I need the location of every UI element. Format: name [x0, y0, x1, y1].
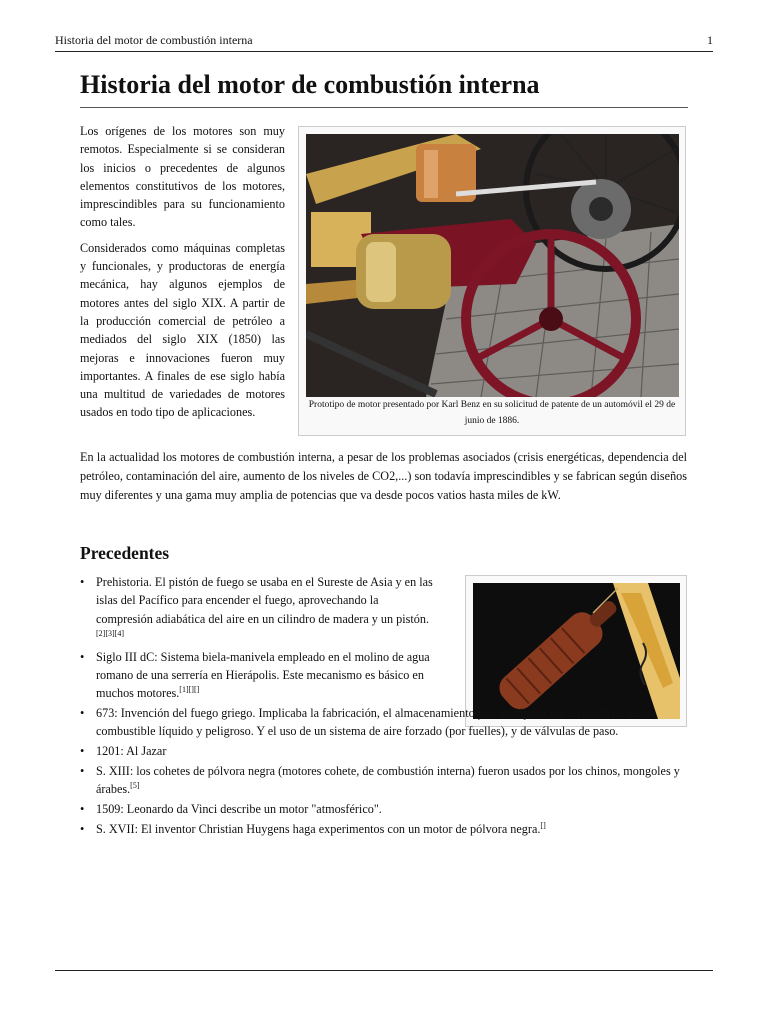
intro-paragraph-3: En la actualidad los motores de combustión interna, a pesar de los problemas asociados (crisis energéticas, dependencia del petróleo, contaminación del aire, aumento de los niveles de CO2,...) son todavía imprescindibles y se fabrican según diseños muy diferentes y una gama muy amplia de potencias que va desde pocos vatios hasta miles de kW. [80, 450, 687, 503]
list-item: • 1509: Leonardo da Vinci describe un motor "atmosférico". [80, 800, 690, 818]
intro-paragraph-1: Los orígenes de los motores son muy remotos. Especialmente si se consideran los inicios o precedentes de algunos elementos constitutivos de los motores, imprescindibles para su funcionamiento como tales. [80, 124, 285, 230]
list-item: • 1201: Al Jazar [80, 742, 690, 760]
figure1-caption: Prototipo de motor presentado por Karl Benz en su solicitud de patente de un automóvil el 29 de junio de 1886. [308, 400, 676, 426]
benz-engine-figure [298, 126, 686, 436]
list-item: • 673: Invención del fuego griego. Implicaba la fabricación, el almacenamiento y la manipulación en combate de un combustible líquido y peligroso. Y el uso de un sistema de aire forzado (por fuelles), y de válvulas de paso. [80, 704, 690, 741]
running-title: Historia del motor de combustión interna [55, 33, 253, 47]
intro-column [80, 122, 285, 429]
running-header [55, 33, 713, 52]
list-item: • S. XIII: los cohetes de pólvora negra (motores cohete, de combustión interna) fueron usados por los chinos, mongoles y árabes.[5] [80, 762, 690, 799]
list-item: • Siglo III dC: Sistema biela-manivela empleado en el molino de agua romano de una serrería en Hierápolis. Este mecanismo es básico en muchos motores.[1][][] [80, 648, 436, 703]
list-item: • S. XVII: El inventor Christian Huygens haga experimentos con un motor de pólvora negra.[] [80, 820, 690, 838]
benz-engine-photo [306, 134, 679, 397]
list-item: • Prehistoria. El pistón de fuego se usaba en el Sureste de Asia y en las islas del Pacífico para encender el fuego, aprovechando la compresión adiabática del aire en un cilindro de madera y un pistón.[2][3][4] [80, 573, 436, 646]
page-title: Historia del motor de combustión interna [80, 70, 688, 108]
precedentes-list [80, 573, 690, 840]
section-heading-precedentes: Precedentes [80, 543, 170, 563]
page-number: 1 [707, 33, 713, 47]
footer-rule [55, 970, 713, 971]
intro-paragraph-2: Considerados como máquinas completas y funcionales, y productoras de energía mecánica, hay algunos ejemplos de motores antes del siglo XIX. A partir de la producción comercial de petróleo a mediados del siglo XIX (1850) las mejoras e innovaciones fueron muy importantes. A finales de ese siglo había una multitud de variedades de motores usados en todo tipo de aplicaciones. [80, 240, 285, 420]
